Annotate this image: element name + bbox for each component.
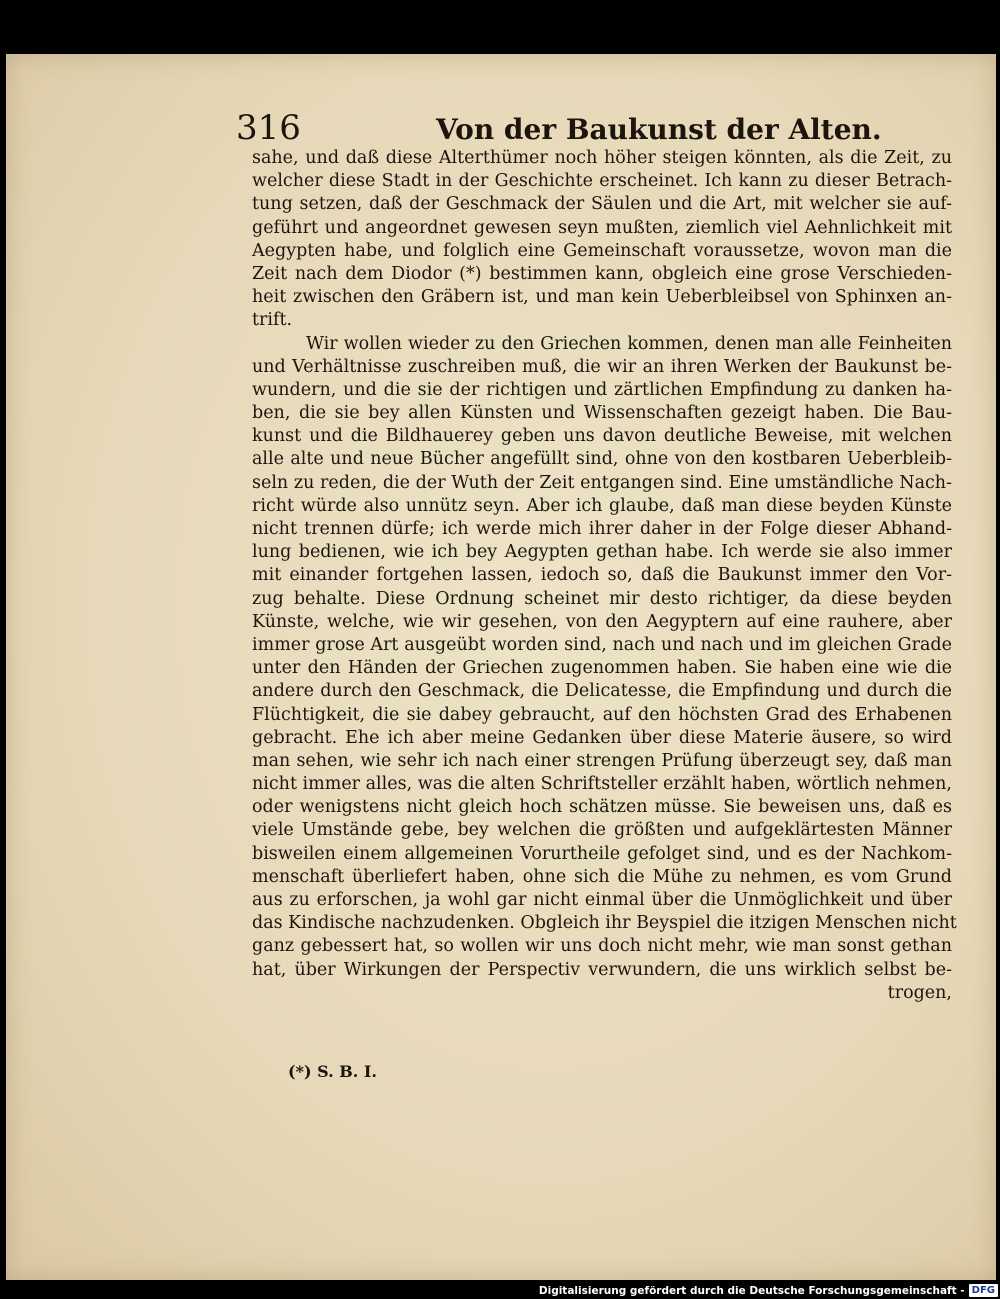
page-header [236, 106, 882, 150]
text-line: wundern, und die sie der richtigen und zärtlichen Empfindung zu danken ha- [252, 379, 952, 400]
page-number: 316 [236, 108, 301, 148]
text-line: Aegypten habe, und folglich eine Gemeinschaft voraussetze, wovon man die [252, 240, 952, 261]
catchword: trogen, [887, 982, 952, 1003]
text-line: alle alte und neue Bücher angefüllt sind, ohne von den kostbaren Ueberbleib- [252, 449, 952, 470]
text-line: und Verhältnisse zuschreiben muß, die wir an ihren Werken der Baukunst be- [252, 356, 952, 377]
funding-text: Digitalisierung gefördert durch die Deutsche Forschungsgemeinschaft - [538, 1284, 965, 1297]
text-line: Flüchtigkeit, die sie dabey gebraucht, auf den höchsten Grad des Erhabenen [252, 704, 952, 725]
text-line: ganz gebessert hat, so wollen wir uns doch nicht mehr, wie man sonst gethan [252, 936, 952, 957]
text-line: hat, über Wirkungen der Perspectiv verwundern, die uns wirklich selbst be- [252, 959, 952, 980]
text-line: kunst und die Bildhauerey geben uns davon deutliche Beweise, mit welchen [252, 426, 952, 447]
text-line: sahe, und daß diese Alterthümer noch höher steigen könnten, als die Zeit, zu [252, 148, 952, 168]
text-line: ben, die sie bey allen Künsten und Wissenschaften gezeigt haben. Die Bau- [252, 403, 952, 424]
funding-banner [538, 1282, 1000, 1299]
text-line: oder wenigstens nicht gleich hoch schätzen müsse. Sie beweisen uns, daß es [252, 797, 952, 818]
text-line: nicht trennen dürfe; ich werde mich ihrer daher in der Folge dieser Abhand- [252, 519, 952, 539]
text-line: immer grose Art ausgeübt worden sind, nach und nach und im gleichen Grade [252, 634, 952, 655]
text-line: seln zu reden, die der Wuth der Zeit entgangen sind. Eine umständliche Nach- [252, 472, 952, 493]
text-line: zug behalte. Diese Ordnung scheinet mir desto richtiger, da diese beyden [252, 588, 952, 609]
text-line: Künste, welche, wie wir gesehen, von den Aegyptern auf eine rauhere, aber [252, 611, 952, 632]
text-line: andere durch den Geschmack, die Delicatesse, die Empfindung und durch die [252, 681, 952, 702]
paragraph-start-line: Wir wollen wieder zu den Griechen kommen, denen man alle Feinheiten [306, 333, 952, 354]
text-line: tung setzen, daß der Geschmack der Säulen und die Art, mit welcher sie auf- [252, 194, 952, 215]
book-page [6, 54, 996, 1280]
footnote: (*) S. B. I. [288, 1062, 377, 1081]
text-line: mit einander fortgehen lassen, iedoch so, daß die Baukunst immer den Vor- [252, 565, 952, 586]
text-line: welcher diese Stadt in der Geschichte erscheinet. Ich kann zu dieser Betrach- [252, 171, 952, 192]
text-line: aus zu erforschen, ja wohl gar nicht einmal über die Unmöglichkeit und über [252, 890, 952, 910]
text-line: gebracht. Ehe ich aber meine Gedanken über diese Materie äusere, so wird [252, 727, 952, 748]
text-line: menschaft überliefert haben, ohne sich die Mühe zu nehmen, es vom Grund [252, 866, 952, 887]
text-line: man sehen, wie sehr ich nach einer strengen Prüfung überzeugt sey, daß man [252, 750, 952, 771]
text-line: heit zwischen den Gräbern ist, und man kein Ueberbleibsel von Sphinxen an- [252, 287, 952, 308]
text-line: nicht immer alles, was die alten Schriftsteller erzählt haben, wörtlich nehmen, [252, 774, 952, 795]
running-head: Von der Baukunst der Alten. [436, 113, 882, 146]
body-text [252, 147, 957, 1005]
text-line: geführt und angeordnet gewesen seyn mußten, ziemlich viel Aehnlichkeit mit [252, 217, 952, 238]
text-line: bisweilen einem allgemeinen Vorurtheile gefolget sind, und es der Nachkom- [252, 843, 952, 864]
text-line: trift. [252, 310, 293, 331]
dfg-logo-icon: DFG [969, 1284, 998, 1297]
text-line: unter den Händen der Griechen zugenommen haben. Sie haben eine wie die [252, 658, 952, 679]
text-line: richt würde also unnütz seyn. Aber ich glaube, daß man diese beyden Künste [252, 495, 952, 516]
text-line: das Kindische nachzudenken. Obgleich ihr Beyspiel die itzigen Menschen nicht [252, 913, 957, 934]
text-line: Zeit nach dem Diodor (*) bestimmen kann, obgleich eine grose Verschieden- [252, 263, 952, 284]
text-line: viele Umstände gebe, bey welchen die größten und aufgeklärtesten Männer [252, 820, 952, 841]
text-line: lung bedienen, wie ich bey Aegypten gethan habe. Ich werde sie also immer [252, 542, 952, 563]
